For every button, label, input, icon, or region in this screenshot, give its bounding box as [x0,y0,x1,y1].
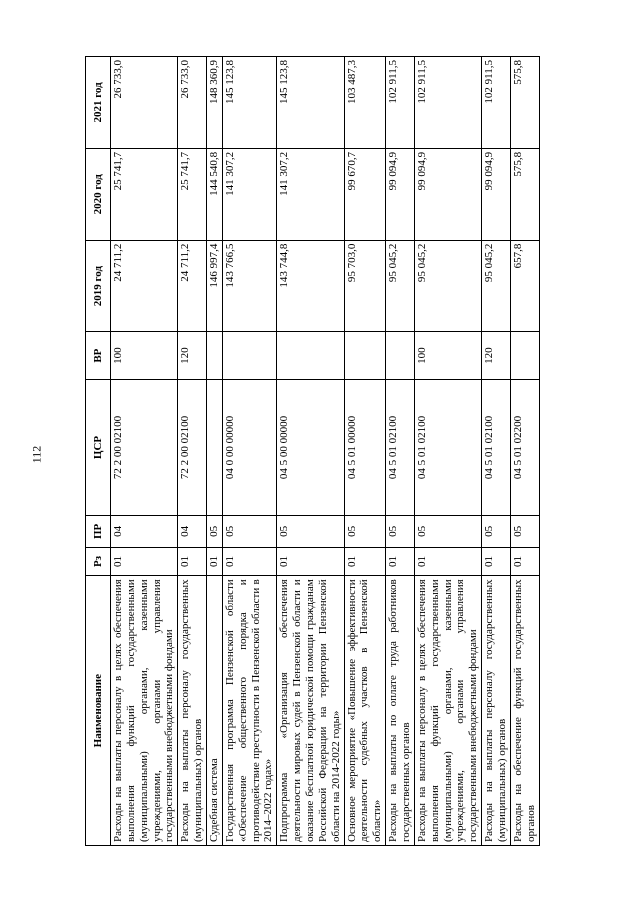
cell-2021: 148 360,9 [207,57,223,149]
cell-vr [510,332,539,379]
cell-rz: 01 [386,547,415,576]
cell-pr: 05 [482,516,511,548]
cell-csr [207,379,223,515]
cell-2021: 145 123,8 [222,57,276,149]
cell-2019: 143 766,5 [222,240,276,332]
header-csr: ЦСР [86,379,111,515]
cell-name: Подпрограмма «Организация обеспечения деятельности мировых судей в Пензенской области и оказание бесплатной юридической помощи гражданам Российской Федерации на территории Пензенской области на 2014-2022 годы» [277,576,344,846]
cell-pr: 05 [207,516,223,548]
cell-2019: 146 997,4 [207,240,223,332]
cell-pr: 05 [277,516,344,548]
cell-2021: 102 911,5 [386,57,415,149]
cell-pr: 04 [178,516,207,548]
cell-2019: 95 045,2 [414,240,481,332]
cell-name: Расходы на выплаты персоналу государственных (муниципальных) органов [482,576,511,846]
cell-rz: 01 [111,547,178,576]
header-2019: 2019 год [86,240,111,332]
cell-2021: 145 123,8 [277,57,344,149]
cell-name: Расходы на выплаты персоналу государственных (муниципальных) органов [178,576,207,846]
cell-2020: 141 307,2 [222,148,276,240]
table-row [207,57,223,846]
cell-vr [277,332,344,379]
header-rz: Рз [86,547,111,576]
header-2020: 2020 год [86,148,111,240]
cell-2019: 95 045,2 [482,240,511,332]
cell-2020: 144 540,8 [207,148,223,240]
cell-2020: 25 741,7 [178,148,207,240]
cell-csr: 04 5 01 02200 [510,379,539,515]
table-row [482,57,511,846]
header-vr: ВР [86,332,111,379]
table-row [414,57,481,846]
cell-rz: 01 [510,547,539,576]
cell-2020: 99 094,9 [482,148,511,240]
cell-2020: 99 670,7 [344,148,386,240]
cell-2019: 143 744,8 [277,240,344,332]
cell-pr: 05 [414,516,481,548]
table-row [178,57,207,846]
cell-2019: 95 045,2 [386,240,415,332]
rotated-page-content [85,56,635,846]
cell-name: Расходы на выплаты персоналу в целях обеспечения выполнения функций государственными (муниципальными) органами, казенными учреждениями, органами управления государственными внебюджетными фондами [111,576,178,846]
cell-name: Расходы на выплаты персоналу в целях обеспечения выполнения функций государственными (муниципальными) органами, казенными учреждениями, органами управления государственными внебюджетными фондами [414,576,481,846]
cell-2021: 102 911,5 [414,57,481,149]
cell-pr: 05 [510,516,539,548]
cell-name: Расходы на выплаты по оплате труда работников государственных органов [386,576,415,846]
cell-vr [344,332,386,379]
cell-csr: 72 2 00 02100 [111,379,178,515]
budget-table [85,56,540,846]
table-row [510,57,539,846]
cell-2021: 26 733,0 [111,57,178,149]
cell-vr: 120 [178,332,207,379]
cell-csr: 04 5 01 02100 [482,379,511,515]
cell-2020: 25 741,7 [111,148,178,240]
cell-2019: 24 711,2 [178,240,207,332]
cell-name: Государственная программа Пензенской области «Обеспечение общественного порядка и противодействие преступности в Пензенской области в 2014–2022 годах» [222,576,276,846]
page-number: 112 [29,445,44,464]
cell-2021: 102 911,5 [482,57,511,149]
cell-pr: 05 [222,516,276,548]
cell-rz: 01 [207,547,223,576]
cell-2021: 26 733,0 [178,57,207,149]
cell-rz: 01 [482,547,511,576]
cell-csr: 04 5 01 02100 [386,379,415,515]
cell-rz: 01 [414,547,481,576]
header-pr: ПР [86,516,111,548]
cell-pr: 05 [344,516,386,548]
cell-name: Основное мероприятие «Повышение эффективности деятельности судебных участков в Пензенской области» [344,576,386,846]
cell-rz: 01 [277,547,344,576]
cell-rz: 01 [222,547,276,576]
cell-name: Судебная система [207,576,223,846]
cell-2020: 99 094,9 [414,148,481,240]
cell-2021: 103 487,3 [344,57,386,149]
header-name: Наименование [86,576,111,846]
cell-csr: 04 5 01 00000 [344,379,386,515]
cell-csr: 04 5 00 00000 [277,379,344,515]
cell-2020: 99 094,9 [386,148,415,240]
cell-vr [386,332,415,379]
cell-vr [207,332,223,379]
cell-2019: 657,8 [510,240,539,332]
cell-pr: 04 [111,516,178,548]
cell-2019: 95 703,0 [344,240,386,332]
cell-2020: 575,8 [510,148,539,240]
table-row [386,57,415,846]
cell-pr: 05 [386,516,415,548]
cell-csr: 04 0 00 00000 [222,379,276,515]
cell-vr: 100 [414,332,481,379]
cell-vr: 100 [111,332,178,379]
cell-csr: 72 2 00 02100 [178,379,207,515]
table-header-row [86,57,111,846]
cell-vr: 120 [482,332,511,379]
cell-rz: 01 [178,547,207,576]
table-row [344,57,386,846]
cell-2019: 24 711,2 [111,240,178,332]
cell-vr [222,332,276,379]
cell-csr: 04 5 01 02100 [414,379,481,515]
table-row [222,57,276,846]
table-row [277,57,344,846]
cell-rz: 01 [344,547,386,576]
cell-2020: 141 307,2 [277,148,344,240]
header-2021: 2021 год [86,57,111,149]
cell-name: Расходы на обеспечение функций государственных органов [510,576,539,846]
table-row [111,57,178,846]
cell-2021: 575,8 [510,57,539,149]
